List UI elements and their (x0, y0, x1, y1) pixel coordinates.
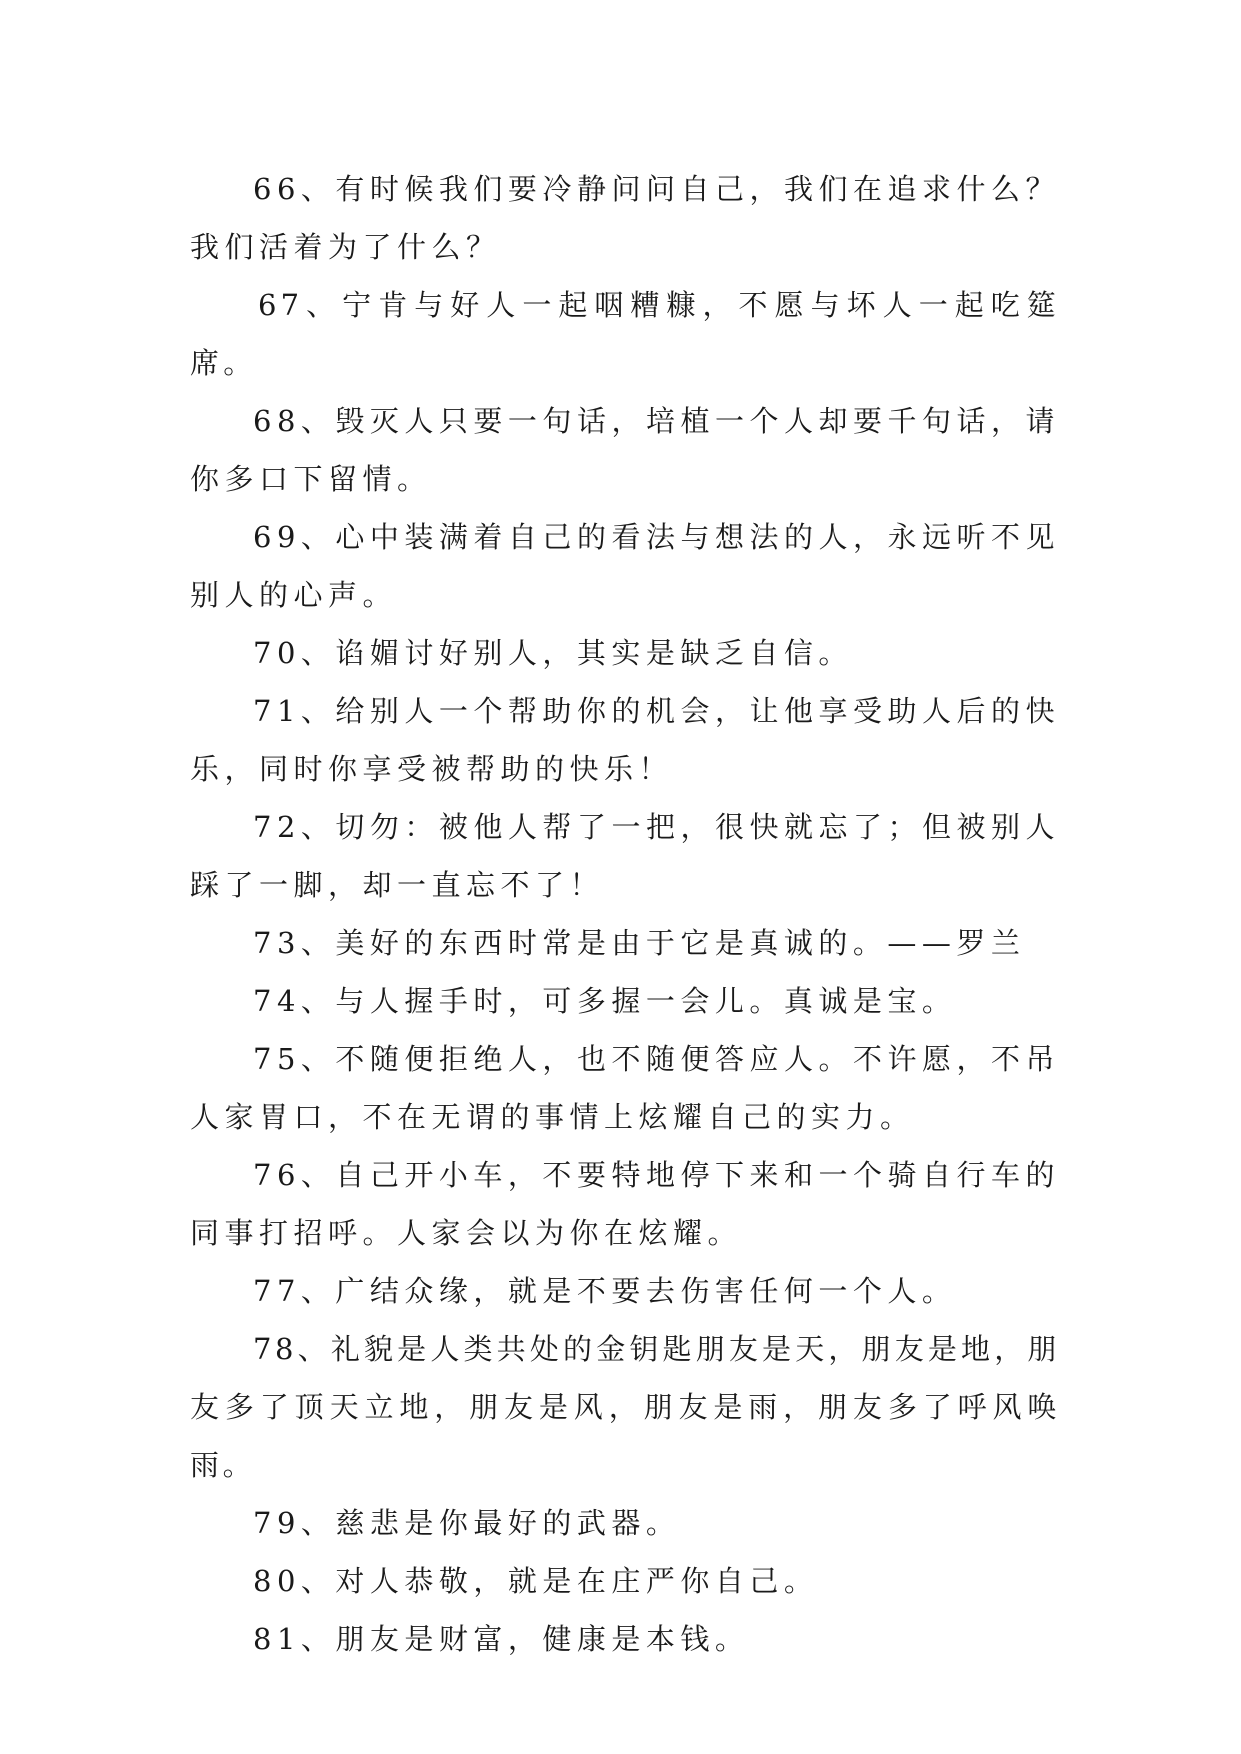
paragraph-74: 74、与人握手时，可多握一会儿。真诚是宝。 (253, 984, 957, 1018)
paragraph-67: 67、宁肯与好人一起咽糟糠，不愿与坏人一起吃筵席。 (190, 288, 1060, 380)
paragraph-78: 78、礼貌是人类共处的金钥匙朋友是天，朋友是地，朋友多了顶天立地，朋友是风，朋友是雨，朋友多了呼风唤雨。 (190, 1332, 1060, 1482)
paragraph-70: 70、谄媚讨好别人，其实是缺乏自信。 (253, 636, 853, 670)
paragraph-81: 81、朋友是财富，健康是本钱。 (253, 1622, 750, 1656)
paragraph-75: 75、不随便拒绝人，也不随便答应人。不许愿，不吊人家胃口，不在无谓的事情上炫耀自己的实力。 (190, 1042, 1060, 1134)
paragraph-66: 66、有时候我们要冷静问问自己，我们在追求什么？我们活着为了什么？ (190, 172, 1060, 264)
paragraph-73: 73、美好的东西时常是由于它是真诚的。——罗兰 (253, 926, 1026, 960)
paragraph-76: 76、自己开小车，不要特地停下来和一个骑自行车的同事打招呼。人家会以为你在炫耀。 (190, 1158, 1060, 1250)
paragraph-79: 79、慈悲是你最好的武器。 (253, 1506, 681, 1540)
paragraph-68: 68、毁灭人只要一句话，培植一个人却要千句话，请你多口下留情。 (190, 404, 1060, 496)
paragraph-80: 80、对人恭敬，就是在庄严你自己。 (253, 1564, 819, 1598)
document-body (190, 160, 1060, 1668)
paragraph-71: 71、给别人一个帮助你的机会，让他享受助人后的快乐，同时你享受被帮助的快乐！ (190, 694, 1060, 786)
paragraph-69: 69、心中装满着自己的看法与想法的人，永远听不见别人的心声。 (190, 520, 1060, 612)
paragraph-72: 72、切勿：被他人帮了一把，很快就忘了；但被别人踩了一脚，却一直忘不了！ (190, 810, 1060, 902)
paragraph-77: 77、广结众缘，就是不要去伤害任何一个人。 (253, 1274, 957, 1308)
